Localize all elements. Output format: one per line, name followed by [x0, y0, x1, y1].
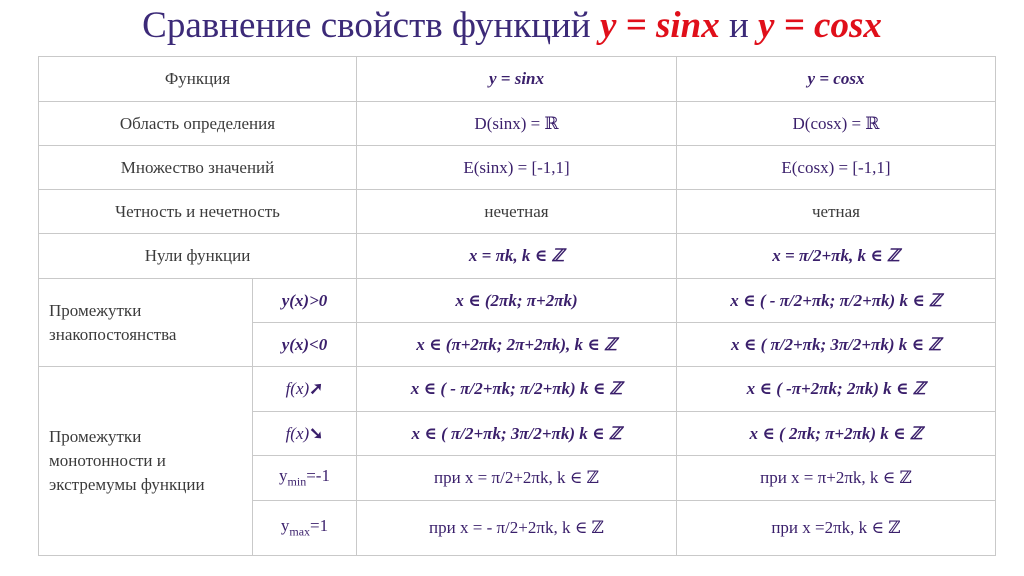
row-label-parity: Четность и нечетность: [39, 190, 357, 234]
cell-sin-decreasing-text: x ∈ ( π/2+πk; 3π/2+πk) k ∈ ℤ: [411, 423, 622, 443]
cond-minimum: [253, 456, 357, 501]
cond-minimum-eq: =-1: [306, 466, 330, 486]
cell-sin-parity: нечетная: [357, 190, 677, 234]
col-header-sin-text: y = sinx: [488, 69, 545, 88]
arrow-up-right-icon: ➚: [309, 379, 324, 398]
cell-sin-zeros: [357, 234, 677, 279]
cond-maximum: [253, 501, 357, 556]
col-header-cos: [677, 57, 996, 102]
row-label-function: Функция: [39, 57, 357, 102]
table-row-sign-positive: [39, 279, 996, 323]
cond-maximum-sub: max: [289, 524, 311, 539]
arrow-down-right-icon: ➘: [309, 423, 324, 443]
cond-maximum-y: y: [280, 516, 290, 536]
title-function-sin: y = sinx: [599, 5, 720, 46]
cell-cos-maximum: при x =2πk, k ∈ ℤ: [677, 501, 996, 556]
table-row-parity: [39, 190, 996, 234]
cell-cos-domain: D(cosx) = ℝ: [677, 102, 996, 146]
cond-negative: y(x)<0: [253, 323, 357, 367]
cell-cos-range: E(cosx) = [-1,1]: [677, 146, 996, 190]
table-row-domain: [39, 102, 996, 146]
cell-sin-positive-text: x ∈ (2πk; π+2πk): [455, 290, 578, 310]
title-function-cos: y = cosx: [758, 5, 882, 46]
cell-cos-increasing-text: x ∈ ( -π+2πk; 2πk) k ∈ ℤ: [746, 379, 926, 398]
cell-cos-zeros-text: x = π/2+πk, k ∈ ℤ: [772, 246, 900, 265]
cell-sin-increasing: [357, 367, 677, 412]
col-header-sin: [357, 57, 677, 102]
row-label-range: Множество значений: [39, 146, 357, 190]
cond-decreasing: [253, 412, 357, 456]
table-row-function: [39, 57, 996, 102]
table-row-range: [39, 146, 996, 190]
row-label-monotonicity: Промежутки монотонности и экстремумы функции: [39, 367, 253, 556]
cell-cos-increasing: [677, 367, 996, 412]
cell-sin-zeros-text: x = πk, k ∈ ℤ: [468, 246, 565, 265]
cond-positive: y(x)>0: [253, 279, 357, 323]
cell-sin-negative-text: x ∈ (π+2πk; 2π+2πk), k ∈ ℤ: [416, 334, 617, 354]
row-label-domain: Область определения: [39, 102, 357, 146]
cond-minimum-y: y: [279, 466, 288, 486]
col-header-cos-text: y = cosx: [807, 69, 865, 88]
comparison-table: [38, 56, 996, 556]
row-label-sign: Промежутки знакопостоянства: [39, 279, 253, 367]
table-row-zeros: [39, 234, 996, 279]
title-prefix: Сравнение свойств функций: [142, 5, 600, 46]
cond-maximum-eq: =1: [310, 516, 329, 536]
cell-sin-range: E(sinx) = [-1,1]: [357, 146, 677, 190]
cell-cos-positive: [677, 279, 996, 323]
cell-cos-zeros: [677, 234, 996, 279]
cell-cos-decreasing-text: x ∈ ( 2πk; π+2πk) k ∈ ℤ: [749, 423, 923, 443]
cell-sin-positive: [357, 279, 677, 323]
cell-sin-negative: [357, 323, 677, 367]
cell-sin-decreasing: [357, 412, 677, 456]
cell-cos-negative: [677, 323, 996, 367]
row-label-zeros: Нули функции: [39, 234, 357, 279]
table-row-increasing: [39, 367, 996, 412]
cond-increasing: [253, 367, 357, 412]
cond-increasing-text: f(x): [285, 379, 310, 398]
page-title: [0, 2, 1024, 50]
cell-sin-increasing-text: x ∈ ( - π/2+πk; π/2+πk) k ∈ ℤ: [410, 379, 623, 398]
cell-cos-parity: четная: [677, 190, 996, 234]
cell-sin-domain: D(sinx) = ℝ: [357, 102, 677, 146]
cell-sin-minimum: при x = π/2+2πk, k ∈ ℤ: [357, 456, 677, 501]
cond-decreasing-text: f(x): [285, 423, 310, 443]
title-conjunction: и: [719, 5, 759, 46]
cell-sin-maximum: при x = - π/2+2πk, k ∈ ℤ: [357, 501, 677, 556]
cell-cos-minimum: при x = π+2πk, k ∈ ℤ: [677, 456, 996, 501]
cell-cos-decreasing: [677, 412, 996, 456]
cell-cos-negative-text: x ∈ ( π/2+πk; 3π/2+πk) k ∈ ℤ: [730, 334, 941, 354]
cond-minimum-sub: min: [287, 474, 307, 489]
cell-cos-positive-text: x ∈ ( - π/2+πk; π/2+πk) k ∈ ℤ: [730, 290, 942, 310]
